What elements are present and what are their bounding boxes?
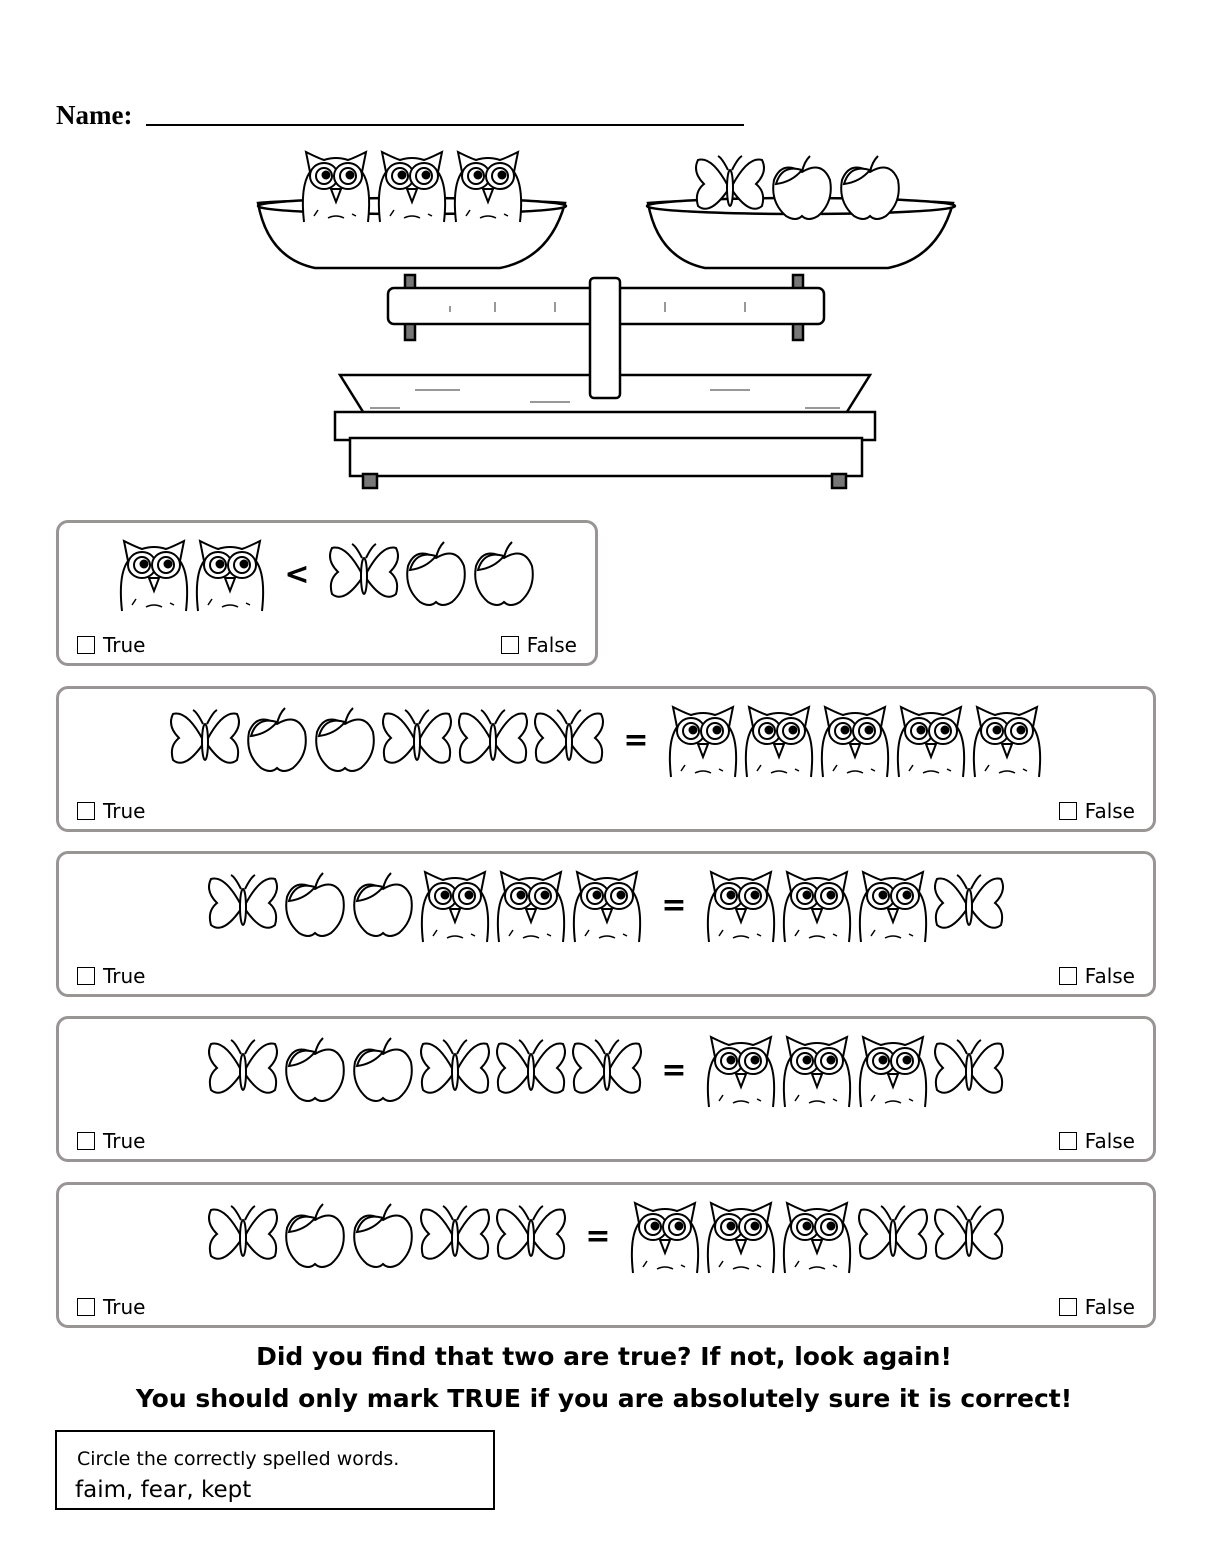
question-1 xyxy=(56,520,598,666)
butterfly-icon xyxy=(493,1204,569,1268)
apple-icon xyxy=(402,540,470,608)
true-option[interactable] xyxy=(77,633,145,657)
true-checkbox[interactable] xyxy=(77,1298,95,1316)
spelling-prompt: Circle the correctly spelled words. xyxy=(77,1448,400,1470)
left-side-group xyxy=(205,866,645,944)
butterfly-icon xyxy=(379,708,455,772)
true-checkbox[interactable] xyxy=(77,1132,95,1150)
question-4 xyxy=(56,1016,1156,1162)
owl-icon xyxy=(450,146,526,224)
butterfly-icon xyxy=(167,708,243,772)
owl-icon xyxy=(855,866,931,944)
name-label: Name: xyxy=(56,100,133,130)
apple-icon xyxy=(281,1036,349,1104)
instruction-line-2: You should only mark TRUE if you are absolutely sure it is correct! xyxy=(135,1384,1073,1413)
butterfly-icon xyxy=(205,1038,281,1102)
butterfly-icon xyxy=(205,873,281,937)
true-checkbox[interactable] xyxy=(77,802,95,820)
false-option[interactable] xyxy=(1059,964,1135,988)
owl-icon xyxy=(493,866,569,944)
left-side-group xyxy=(205,1036,645,1104)
apple-icon xyxy=(349,871,417,939)
butterfly-icon xyxy=(931,1204,1007,1268)
false-checkbox[interactable] xyxy=(1059,1132,1077,1150)
right-side-group xyxy=(326,540,538,608)
scale-item-owl xyxy=(298,146,374,224)
false-checkbox[interactable] xyxy=(1059,802,1077,820)
instruction-line-1: Did you find that two are true? If not, look again! xyxy=(256,1342,952,1371)
butterfly-icon xyxy=(455,708,531,772)
false-label: False xyxy=(1084,799,1135,823)
balance-scale-illustration xyxy=(250,140,960,500)
comparison-operator: = xyxy=(661,887,687,923)
butterfly-icon xyxy=(205,1204,281,1268)
butterfly-icon xyxy=(569,1038,645,1102)
butterfly-icon xyxy=(531,708,607,772)
scale-item-owl xyxy=(450,146,526,224)
apple-icon xyxy=(349,1036,417,1104)
owl-icon xyxy=(741,701,817,779)
question-3-expression xyxy=(59,860,1153,950)
apple-icon xyxy=(768,154,836,222)
question-2 xyxy=(56,686,1156,832)
apple-icon xyxy=(311,706,379,774)
true-option[interactable] xyxy=(77,799,145,823)
right-side-group xyxy=(703,1031,1007,1109)
butterfly-icon xyxy=(931,873,1007,937)
true-checkbox[interactable] xyxy=(77,967,95,985)
true-label: True xyxy=(103,964,146,988)
comparison-operator: = xyxy=(623,722,649,758)
owl-icon xyxy=(779,1031,855,1109)
false-label: False xyxy=(1084,1295,1135,1319)
owl-icon xyxy=(969,701,1045,779)
left-side-group xyxy=(116,535,268,613)
question-4-expression xyxy=(59,1025,1153,1115)
butterfly-icon xyxy=(692,154,768,218)
question-5-expression xyxy=(59,1191,1153,1281)
owl-icon xyxy=(627,1197,703,1275)
true-checkbox[interactable] xyxy=(77,636,95,654)
butterfly-icon xyxy=(931,1038,1007,1102)
apple-icon xyxy=(349,1202,417,1270)
scale-right-pan-items xyxy=(692,154,904,222)
owl-icon xyxy=(116,535,192,613)
true-option[interactable] xyxy=(77,964,145,988)
false-checkbox[interactable] xyxy=(501,636,519,654)
butterfly-icon xyxy=(417,1204,493,1268)
left-side-group xyxy=(205,1202,569,1270)
right-side-group xyxy=(703,866,1007,944)
owl-icon xyxy=(703,1031,779,1109)
butterfly-icon xyxy=(855,1204,931,1268)
true-label: True xyxy=(103,1129,146,1153)
name-line[interactable] xyxy=(146,124,744,126)
false-option[interactable] xyxy=(501,633,577,657)
owl-icon xyxy=(417,866,493,944)
false-label: False xyxy=(1084,1129,1135,1153)
question-1-expression xyxy=(59,529,595,619)
owl-icon xyxy=(298,146,374,224)
right-side-group xyxy=(665,701,1045,779)
apple-icon xyxy=(470,540,538,608)
spelling-words[interactable]: faim, fear, kept xyxy=(75,1477,252,1503)
scale-item-apple xyxy=(836,154,904,222)
butterfly-icon xyxy=(326,542,402,606)
apple-icon xyxy=(836,154,904,222)
question-3 xyxy=(56,851,1156,997)
owl-icon xyxy=(817,701,893,779)
scale-item-butterfly xyxy=(692,154,768,218)
right-side-group xyxy=(627,1197,1007,1275)
false-label: False xyxy=(526,633,577,657)
question-5 xyxy=(56,1182,1156,1328)
owl-icon xyxy=(855,1031,931,1109)
false-option[interactable] xyxy=(1059,799,1135,823)
owl-icon xyxy=(779,1197,855,1275)
question-2-expression xyxy=(59,695,1153,785)
left-side-group xyxy=(167,706,607,774)
false-checkbox[interactable] xyxy=(1059,967,1077,985)
true-option[interactable] xyxy=(77,1129,145,1153)
owl-icon xyxy=(665,701,741,779)
false-option[interactable] xyxy=(1059,1295,1135,1319)
scale-item-owl xyxy=(374,146,450,224)
apple-icon xyxy=(243,706,311,774)
scale-item-apple xyxy=(768,154,836,222)
owl-icon xyxy=(703,1197,779,1275)
comparison-operator: < xyxy=(284,556,310,592)
true-option[interactable] xyxy=(77,1295,145,1319)
apple-icon xyxy=(281,1202,349,1270)
owl-icon xyxy=(779,866,855,944)
owl-icon xyxy=(893,701,969,779)
owl-icon xyxy=(703,866,779,944)
owl-icon xyxy=(374,146,450,224)
false-label: False xyxy=(1084,964,1135,988)
true-label: True xyxy=(103,633,146,657)
apple-icon xyxy=(281,871,349,939)
false-option[interactable] xyxy=(1059,1129,1135,1153)
true-label: True xyxy=(103,799,146,823)
comparison-operator: = xyxy=(585,1218,611,1254)
owl-icon xyxy=(569,866,645,944)
owl-icon xyxy=(192,535,268,613)
false-checkbox[interactable] xyxy=(1059,1298,1077,1316)
butterfly-icon xyxy=(493,1038,569,1102)
butterfly-icon xyxy=(417,1038,493,1102)
scale-left-pan-items xyxy=(298,146,526,224)
true-label: True xyxy=(103,1295,146,1319)
comparison-operator: = xyxy=(661,1052,687,1088)
spelling-box xyxy=(55,1430,495,1510)
